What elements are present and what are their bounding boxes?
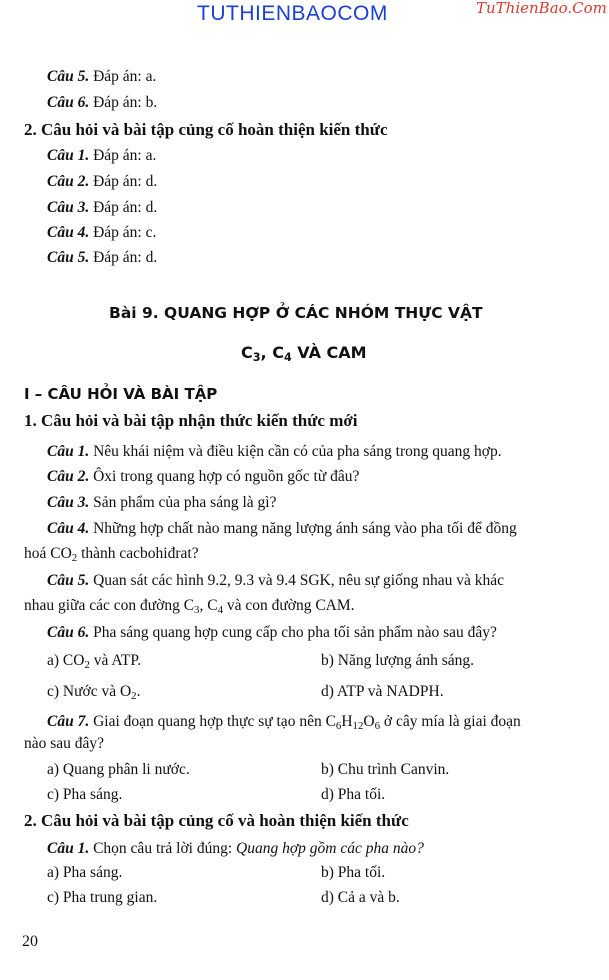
question-5-cont: nhau giữa các con đường $C_3$, $C_4$ và con đường CAM. — [24, 597, 355, 616]
question-5: Câu 5. Quan sát các hình 9.2, 9.3 và 9.4 SGK, nêu sự giống nhau và khác — [47, 572, 504, 589]
q2b1-option-d: d) Cả a và b. — [321, 889, 400, 906]
question-2: Câu 2. Ôxi trong quang hợp có nguồn gốc từ đâu? — [47, 468, 360, 485]
q6-option-b: b) Năng lượng ánh sáng. — [321, 652, 475, 669]
question-4: Câu 4. Những hợp chất nào mang năng lượng ánh sáng vào pha tối để đồng — [47, 520, 517, 537]
page-header-title: TUTHIENBAOCOM — [197, 2, 388, 25]
site-logo: TuThienBao.Com — [476, 0, 607, 17]
question-2b-1: Câu 1. Chọn câu trả lời đúng: Quang hợp gồm các pha nào? — [47, 840, 424, 857]
q6-option-a: a) $CO_2$ và ATP. — [47, 652, 142, 671]
question-7: Câu 7. Giai đoạn quang hợp thực sự tạo nên $C_6H_{12}O_6$ ở cây mía là giai đoạn — [47, 713, 521, 732]
section-heading-2a: 2. Câu hỏi và bài tập củng cố hoàn thiện kiến thức — [24, 120, 388, 139]
q7-option-b: b) Chu trình Canvin. — [321, 761, 450, 778]
lesson-subtitle: $C_3$, $C_4$ VÀ CAM — [241, 343, 367, 364]
part-heading: I – CÂU HỎI VÀ BÀI TẬP — [24, 385, 218, 403]
q2b1-option-c: c) Pha trung gian. — [47, 889, 158, 906]
answer-2: Câu 2. Đáp án: d. — [47, 173, 158, 190]
page-number: 20 — [22, 933, 38, 950]
top-answer-6: Câu 6. Đáp án: b. — [47, 94, 158, 111]
answer-4: Câu 4. Đáp án: c. — [47, 224, 157, 241]
section-heading-1: 1. Câu hỏi và bài tập nhận thức kiến thức mới — [24, 411, 358, 430]
question-1: Câu 1. Nêu khái niệm và điều kiện cần có của pha sáng trong quang hợp. — [47, 443, 502, 460]
question-6: Câu 6. Pha sáng quang hợp cung cấp cho pha tối sản phẩm nào sau đây? — [47, 624, 497, 641]
lesson-title: Bài 9. QUANG HỢP Ở CÁC NHÓM THỰC VẬT — [109, 304, 483, 322]
q7-option-a: a) Quang phân li nước. — [47, 761, 190, 778]
question-7-cont: nào sau đây? — [24, 735, 105, 752]
q6-option-c: c) Nước và $O_2$. — [47, 683, 141, 702]
question-4-cont: hoá $CO_2$ thành cacbohiđrat? — [24, 545, 199, 564]
q2b1-option-b: b) Pha tối. — [321, 864, 386, 881]
q2b1-option-a: a) Pha sáng. — [47, 864, 123, 881]
answer-1: Câu 1. Đáp án: a. — [47, 147, 157, 164]
top-answer-5: Câu 5. Đáp án: a. — [47, 68, 157, 85]
q7-option-c: c) Pha sáng. — [47, 786, 123, 803]
section-heading-2b: 2. Câu hỏi và bài tập củng cố và hoàn thiện kiến thức — [24, 811, 409, 830]
q6-option-d: d) ATP và NADPH. — [321, 683, 444, 700]
question-3: Câu 3. Sản phẩm của pha sáng là gì? — [47, 494, 277, 511]
answer-3: Câu 3. Đáp án: d. — [47, 199, 158, 216]
answer-5: Câu 5. Đáp án: d. — [47, 249, 158, 266]
q7-option-d: d) Pha tối. — [321, 786, 386, 803]
